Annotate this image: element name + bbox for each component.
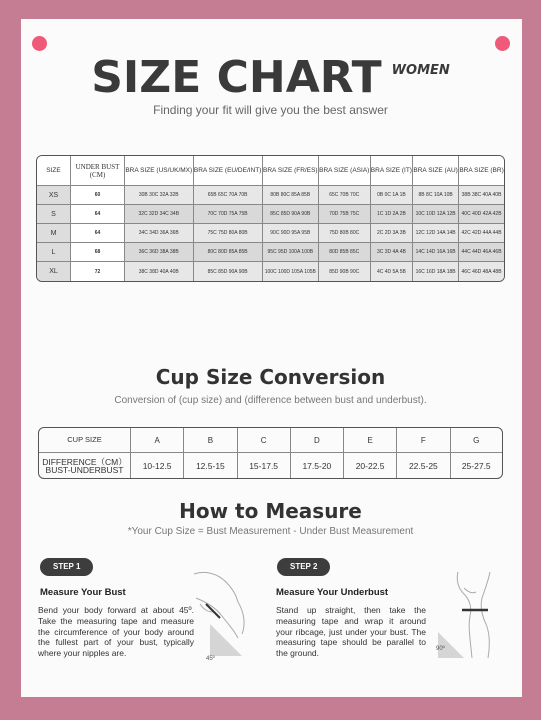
underbust-cell: 64 xyxy=(71,205,125,224)
bra-size-cell: 65B 65C 70A 70B xyxy=(194,186,263,205)
bra-size-cell: 30B 30C 32A 32B xyxy=(125,186,194,205)
underbust-cell: 60 xyxy=(71,186,125,205)
underbust-cell: 68 xyxy=(71,243,125,262)
bra-size-cell: 85C 85D 90A 90B xyxy=(194,262,263,281)
size-cell: M xyxy=(37,224,71,243)
table-row xyxy=(37,243,504,262)
step2-badge: STEP 2 xyxy=(277,558,330,576)
size-table xyxy=(36,155,505,282)
size-table-header: BRA SIZE (BR) xyxy=(459,156,504,186)
bra-size-cell: 46C 46D 48A 48B xyxy=(459,262,504,281)
difference-cell: 10-12.5 xyxy=(131,453,184,478)
difference-label xyxy=(39,453,131,478)
title-badge: WOMEN xyxy=(391,63,450,78)
cup-section-note: Conversion of (cup size) and (difference between bust and underbust). xyxy=(114,395,427,406)
measure-section-note: *Your Cup Size = Bust Measurement - Under Bust Measurement xyxy=(127,526,414,537)
size-cell: XS xyxy=(37,186,71,205)
bra-size-cell: 100C 100D 105A 105B xyxy=(263,262,319,281)
bra-size-cell: 75D 80B 80C xyxy=(319,224,371,243)
difference-label-line1: DIFFERENCE（CM） xyxy=(42,456,127,467)
bra-size-cell: 65C 70B 70C xyxy=(319,186,371,205)
difference-label-line2: BUST-UNDERBUST xyxy=(45,464,124,475)
bra-size-cell: 8B 8C 10A 10B xyxy=(413,186,459,205)
table-row xyxy=(37,262,504,281)
bra-size-cell: 85C 85D 90A 90B xyxy=(263,205,319,224)
title-text: SIZE CHART xyxy=(91,52,382,103)
size-table-header: BRA SIZE (FR/ES) xyxy=(263,156,319,186)
cup-cell: E xyxy=(344,428,397,453)
difference-cell: 17.5-20 xyxy=(291,453,344,478)
step2-text: Stand up straight, then take the measuring tape and wrap it around your ribcage, just under your bust. The measuring tape should be parallel to the ground. xyxy=(276,605,426,659)
bra-size-cell: 38C 38D 40A 40B xyxy=(125,262,194,281)
bra-size-cell: 36C 36D 38A 38B xyxy=(125,243,194,262)
bra-size-cell: 70C 70D 75A 75B xyxy=(194,205,263,224)
underbust-cell: 64 xyxy=(71,224,125,243)
bra-size-cell: 4C 4D 5A 5B xyxy=(371,262,414,281)
standing-figure-illustration xyxy=(428,568,498,662)
pin-left-icon xyxy=(32,36,47,51)
table-row xyxy=(37,224,504,243)
pin-right-icon xyxy=(495,36,510,51)
difference-cell: 20-22.5 xyxy=(344,453,397,478)
bra-size-cell: 44C 44D 46A 46B xyxy=(459,243,504,262)
size-table-header: UNDER BUST (CM) xyxy=(71,156,125,186)
bra-size-cell: 2C 2D 3A 3B xyxy=(371,224,414,243)
bent-figure-illustration xyxy=(186,568,270,662)
step2-title: Measure Your Underbust xyxy=(276,587,389,598)
bra-size-cell: 12C 12D 14A 14B xyxy=(413,224,459,243)
bra-size-cell: 14C 14D 16A 16B xyxy=(413,243,459,262)
bra-size-cell: 80B 80C 85A 85B xyxy=(263,186,319,205)
size-cell: S xyxy=(37,205,71,224)
size-cell: XL xyxy=(37,262,71,281)
table-row xyxy=(37,205,504,224)
difference-cell: 15-17.5 xyxy=(238,453,291,478)
bra-size-cell: 10C 10D 12A 12B xyxy=(413,205,459,224)
page-title xyxy=(0,52,541,103)
size-table-header: BRA SIZE (US/UK/MX) xyxy=(125,156,194,186)
angle-90-label: 90º xyxy=(436,646,445,652)
bra-size-cell: 40C 40D 42A 42B xyxy=(459,205,504,224)
bra-size-cell: 34C 34D 36A 36B xyxy=(125,224,194,243)
bra-size-cell: 90C 90D 95A 95B xyxy=(263,224,319,243)
page-subtitle: Finding your fit will give you the best answer xyxy=(153,103,388,117)
bra-size-cell: 95C 95D 100A 100B xyxy=(263,243,319,262)
bra-size-cell: 32C 32D 34C 34B xyxy=(125,205,194,224)
size-table-header: BRA SIZE (IT) xyxy=(371,156,414,186)
cup-cell: F xyxy=(397,428,450,453)
difference-cell: 22.5-25 xyxy=(397,453,450,478)
bra-size-cell: 80C 80D 85A 85B xyxy=(194,243,263,262)
bra-size-cell: 0B 0C 1A 1B xyxy=(371,186,414,205)
cup-cell: A xyxy=(131,428,184,453)
bra-size-cell: 70D 75B 75C xyxy=(319,205,371,224)
difference-cell: 25-27.5 xyxy=(461,460,491,471)
underbust-cell: 72 xyxy=(71,262,125,281)
bra-size-cell: 1C 1D 2A 2B xyxy=(371,205,414,224)
step1-text: Bend your body forward at about 45º. Take the measuring tape and measure the circumference of your body around the fullest part of your bust, typically where your nipples are. xyxy=(38,605,194,659)
bra-size-cell: 75C 75D 80A 80B xyxy=(194,224,263,243)
step1-title: Measure Your Bust xyxy=(40,587,126,598)
step1-badge: STEP 1 xyxy=(40,558,93,576)
size-table-header: SIZE xyxy=(37,156,71,186)
cup-cell: C xyxy=(238,428,291,453)
cup-section-title: Cup Size Conversion xyxy=(155,365,386,389)
bra-size-cell: 16C 16D 18A 18B xyxy=(413,262,459,281)
cup-cell: G xyxy=(451,428,503,453)
bra-size-cell: 80D 85B 85C xyxy=(319,243,371,262)
difference-cell: 12.5-15 xyxy=(184,453,237,478)
cup-size-label: CUP SIZE xyxy=(39,428,131,453)
size-table-header: BRA SIZE (ASIA) xyxy=(319,156,371,186)
cup-cell: D xyxy=(291,428,344,453)
bra-size-cell: 38B 38C 40A 40B xyxy=(459,186,504,205)
size-table-header: BRA SIZE (AU) xyxy=(413,156,459,186)
cup-cell: B xyxy=(184,428,237,453)
size-table-header: BRA SIZE (EU/DE/INT) xyxy=(194,156,263,186)
cup-table xyxy=(38,427,503,479)
bra-size-cell: 42C 42D 44A 44B xyxy=(459,224,504,243)
table-row xyxy=(37,186,504,205)
size-cell: L xyxy=(37,243,71,262)
angle-45-label: 45º xyxy=(206,656,215,662)
bra-size-cell: 3C 3D 4A 4B xyxy=(371,243,414,262)
measure-section-title: How to Measure xyxy=(179,499,362,523)
bra-size-cell: 85D 90B 90C xyxy=(319,262,371,281)
